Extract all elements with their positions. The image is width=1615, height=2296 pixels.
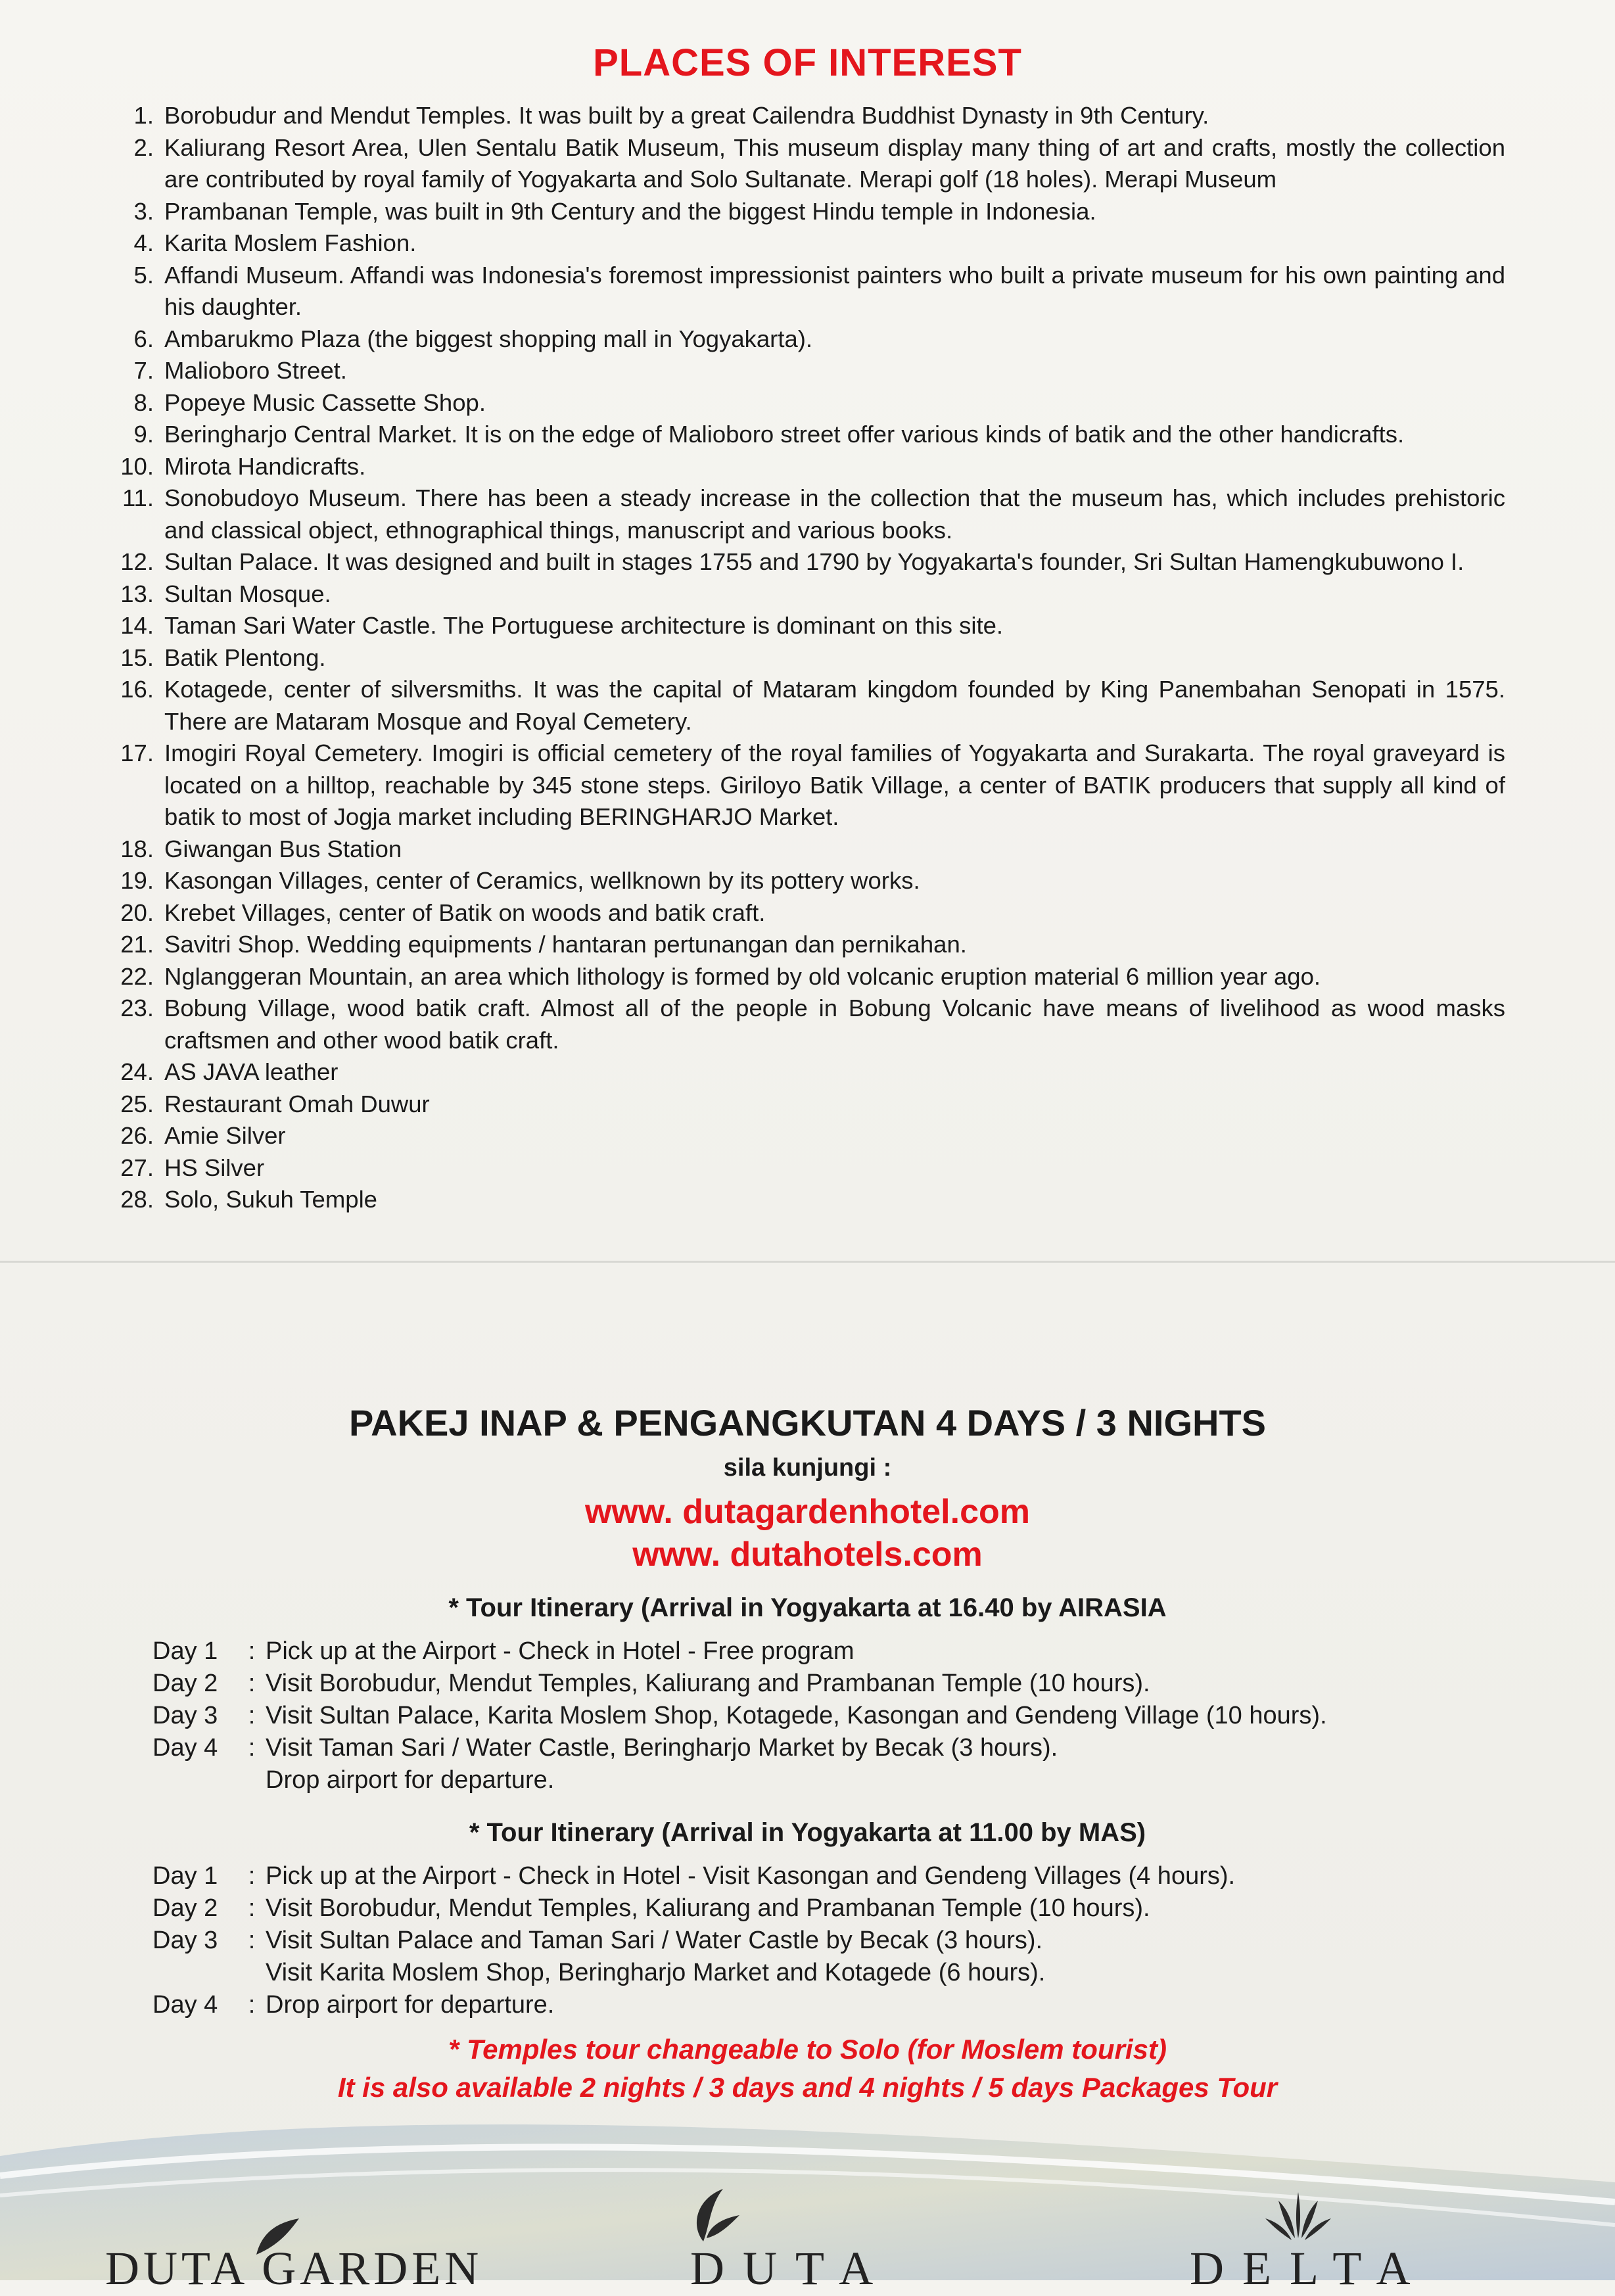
list-item [112,642,1505,674]
list-item [112,1056,1505,1089]
places-list [112,100,1505,1216]
list-item-text: Bobung Village, wood batik craft. Almost all of the people in Bobung Volcanic have means of livelihood as wood masks craftsmen and other wood batik craft. [164,995,1505,1054]
list-item [112,451,1505,483]
itinerary-colon: : [248,1894,256,1922]
itinerary-row [152,1892,1500,1925]
list-item [112,100,1505,132]
list-item-text: Kaliurang Resort Area, Ulen Sentalu Batik Museum, This museum display many thing of art and crafts, mostly the collection are contributed by royal family of Yogyakarta and Solo Sultanate. Merapi golf (18 holes). Merapi Museum [164,133,1505,193]
itinerary-row [152,1925,1500,1957]
itinerary-colon [238,1957,266,1989]
itinerary-day: Day 3 [152,1927,218,1954]
list-item-text: Amie Silver [164,1122,286,1149]
list-item-text: Giwangan Bus Station [164,835,402,862]
list-item-number: 25. [120,1090,154,1117]
list-item [112,227,1505,260]
list-item-number: 16. [120,676,154,703]
list-item-text: Savitri Shop. Wedding equipments / hantaran pertunangan dan pernikahan. [164,931,967,958]
list-item-text: Beringharjo Central Market. It is on the edge of Malioboro street offer various kinds of batik and the other handicrafts. [164,421,1405,448]
list-item [112,1152,1505,1184]
itinerary-row [152,1635,1500,1668]
list-item-number: 5. [133,261,154,289]
itinerary-desc: Visit Karita Moslem Shop, Beringharjo Market and Kotagede (6 hours). [266,1959,1046,1986]
itinerary-row [152,1668,1500,1700]
itinerary-day: Day 1 [152,1862,218,1890]
list-item [112,610,1505,642]
fold-crease [0,1261,1615,1263]
list-item-number: 22. [120,962,154,990]
list-item-text: Borobudur and Mendut Temples. It was built by a great Cailendra Buddhist Dynasty in 9th Century. [164,102,1209,129]
itinerary-colon: : [248,1637,256,1665]
itinerary-day: Day 4 [152,1734,218,1762]
list-item [112,578,1505,611]
list-item-text: Prambanan Temple, was built in 9th Century and the biggest Hindu temple in Indonesia. [164,197,1096,225]
list-item-text: Taman Sari Water Castle. The Portuguese architecture is dominant on this site. [164,612,1004,639]
list-item [112,482,1505,546]
note-packages-available: It is also available 2 nights / 3 days and 4 nights / 5 days Packages Tour [337,2072,1278,2103]
list-item [112,387,1505,419]
itinerary-day [152,1764,238,1796]
list-item [112,929,1505,961]
list-item-number: 1. [133,102,154,129]
page-title: PLACES OF INTEREST [593,41,1022,84]
brand-duta-garden: DUTA GARDEN [105,2242,483,2295]
list-item-text: Mirota Handicrafts. [164,452,366,480]
list-item-number: 3. [133,197,154,225]
itinerary-row [152,1957,1500,1989]
list-item-text: Karita Moslem Fashion. [164,229,417,256]
list-item-number: 7. [133,357,154,384]
itinerary-colon: : [248,1734,256,1762]
brand-delta: DELTA [1190,2242,1429,2295]
list-item [112,865,1505,897]
list-item [112,993,1505,1056]
list-item-number: 20. [120,899,154,926]
duta-leaf-icon [684,2186,743,2245]
itinerary-desc: Visit Borobudur, Mendut Temples, Kaliurang and Prambanan Temple (10 hours). [266,1670,1150,1697]
itinerary-day: Day 2 [152,1894,218,1922]
itinerary-day: Day 1 [152,1637,218,1665]
list-item-text: Imogiri Royal Cemetery. Imogiri is official cemetery of the royal families of Yogyakarta and Surakarta. The royal graveyard is located on a hilltop, reachable by 345 stone steps. Giriloyo Batik Village, a center of BATIK producers that supply all kind of batik to most of Jogja market including BERINGHARJO Market. [164,739,1505,830]
list-item-text: Nglanggeran Mountain, an area which lithology is formed by old volcanic eruption material 6 million year ago. [164,962,1321,990]
list-item-number: 28. [120,1186,154,1213]
list-item [112,674,1505,738]
itinerary-colon: : [248,1670,256,1697]
itinerary-row [152,1860,1500,1892]
itinerary-colon: : [248,1862,256,1890]
list-item-text: Sultan Palace. It was designed and built in stages 1755 and 1790 by Yogyakarta's founder, Sri Sultan Hamengkubuwono I. [164,548,1464,575]
list-item-number: 15. [120,644,154,671]
list-item-number: 19. [120,867,154,894]
list-item [112,323,1505,356]
itinerary-desc: Pick up at the Airport - Check in Hotel - Free program [266,1637,854,1665]
list-item-number: 11. [122,484,154,511]
itinerary-colon [238,1764,266,1796]
itinerary-colon: : [248,1927,256,1954]
itinerary-row [152,1700,1500,1732]
list-item-number: 17. [120,739,154,766]
website-link-dutahotels[interactable]: www. dutahotels.com [632,1535,983,1574]
list-item-number: 18. [120,835,154,862]
list-item [112,1120,1505,1152]
itinerary-row [152,1764,1500,1796]
itinerary-day [152,1957,238,1989]
itinerary-desc: Pick up at the Airport - Check in Hotel - Visit Kasongan and Gendeng Villages (4 hours). [266,1862,1236,1890]
list-item-number: 23. [120,995,154,1021]
brand-duta: DUTA [690,2242,892,2295]
list-item-text: Solo, Sukuh Temple [164,1186,377,1213]
itinerary-desc: Visit Taman Sari / Water Castle, Beringharjo Market by Becak (3 hours). [266,1734,1058,1762]
itinerary-desc: Visit Sultan Palace, Karita Moslem Shop, Kotagede, Kasongan and Gendeng Village (10 hours). [266,1702,1327,1729]
list-item [112,132,1505,196]
list-item-number: 2. [133,133,154,161]
list-item-text: HS Silver [164,1154,265,1181]
package-title: PAKEJ INAP & PENGANGKUTAN 4 DAYS / 3 NIGHTS [348,1402,1267,1443]
list-item-number: 27. [120,1154,154,1181]
itinerary-row [152,1989,1500,2021]
list-item-number: 14. [120,612,154,639]
note-temples-changeable: * Temples tour changeable to Solo (for Moslem tourist) [448,2034,1167,2065]
itinerary-desc: Drop airport for departure. [266,1991,555,2019]
list-item [112,961,1505,993]
visit-label: sila kunjungi : [723,1454,892,1482]
itinerary-row [152,1732,1500,1764]
list-item [112,419,1505,451]
list-item-number: 9. [133,421,154,448]
list-item-number: 21. [120,931,154,958]
itinerary-title-mas: * Tour Itinerary (Arrival in Yogyakarta at 11.00 by MAS) [469,1818,1146,1847]
list-item [112,897,1505,929]
list-item-text: AS JAVA leather [164,1058,339,1085]
itinerary-day: Day 2 [152,1670,218,1697]
list-item-text: Popeye Music Cassette Shop. [164,388,486,416]
itinerary-colon: : [248,1702,256,1729]
website-link-dutagarden[interactable]: www. dutagardenhotel.com [584,1493,1030,1531]
itinerary-title-airasia: * Tour Itinerary (Arrival in Yogyakarta at 16.40 by AIRASIA [448,1593,1167,1622]
list-item-text: Batik Plentong. [164,644,326,671]
list-item-number: 8. [133,388,154,416]
list-item-text: Restaurant Omah Duwur [164,1090,430,1117]
list-item-number: 12. [120,548,154,575]
list-item-number: 10. [120,452,154,480]
list-item-number: 4. [133,229,154,256]
list-item [112,196,1505,228]
list-item-text: Sultan Mosque. [164,580,331,607]
itinerary-colon: : [248,1991,256,2019]
list-item-text: Sonobudoyo Museum. There has been a steady increase in the collection that the museum has, which includes prehistoric and classical object, ethnographical things, manuscript and various books. [164,484,1505,544]
list-item [112,546,1505,578]
itinerary-airasia [152,1635,1500,1796]
itinerary-desc: Visit Borobudur, Mendut Temples, Kaliurang and Prambanan Temple (10 hours). [266,1894,1150,1922]
list-item-text: Ambarukmo Plaza (the biggest shopping mall in Yogyakarta). [164,325,813,352]
list-item [112,355,1505,387]
list-item-number: 26. [120,1122,154,1149]
itinerary-desc: Drop airport for departure. [266,1766,555,1794]
list-item [112,738,1505,833]
list-item [112,260,1505,323]
itinerary-desc: Visit Sultan Palace and Taman Sari / Water Castle by Becak (3 hours). [266,1927,1043,1954]
itinerary-day: Day 4 [152,1991,218,2019]
list-item-text: Krebet Villages, center of Batik on woods and batik craft. [164,899,766,926]
list-item [112,1184,1505,1216]
list-item-text: Kasongan Villages, center of Ceramics, wellknown by its pottery works. [164,867,920,894]
itinerary-mas [152,1860,1500,2021]
list-item-text: Affandi Museum. Affandi was Indonesia's foremost impressionist painters who built a private museum for his own painting and his daughter. [164,261,1505,320]
list-item-number: 13. [120,580,154,607]
list-item [112,833,1505,866]
list-item-number: 24. [120,1058,154,1085]
list-item-text: Malioboro Street. [164,357,347,384]
itinerary-day: Day 3 [152,1702,218,1729]
list-item-text: Kotagede, center of silversmiths. It was the capital of Mataram kingdom founded by King Panembahan Senopati in 1575. There are Mataram Mosque and Royal Cemetery. [164,676,1505,735]
delta-flower-icon [1262,2189,1334,2241]
list-item [112,1089,1505,1121]
list-item-number: 6. [133,325,154,352]
